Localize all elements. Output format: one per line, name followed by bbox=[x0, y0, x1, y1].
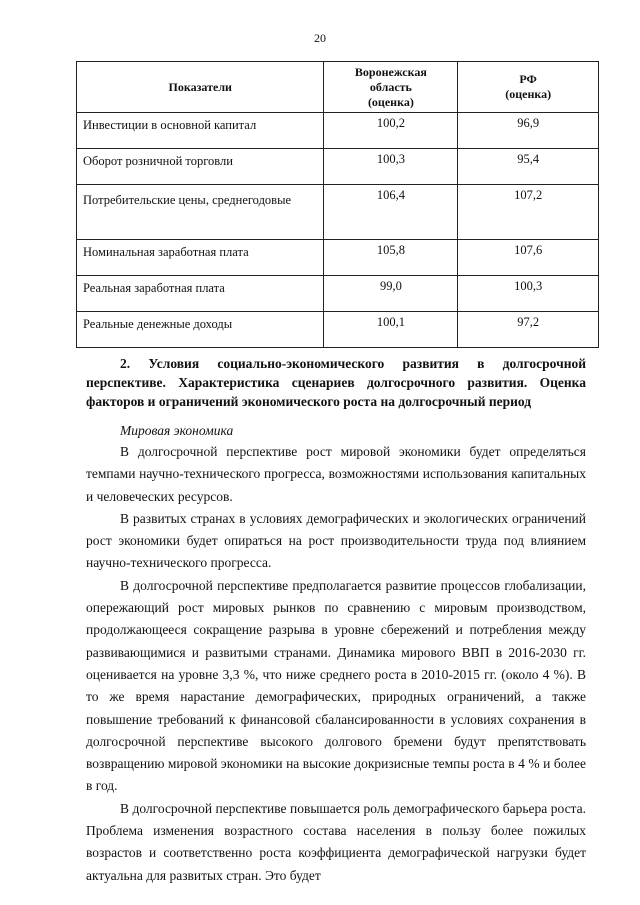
row-voronezh-value: 100,2 bbox=[324, 113, 458, 149]
row-rf-value: 107,2 bbox=[458, 185, 599, 240]
header-voronezh bbox=[324, 62, 458, 113]
header-voronezh-line: область bbox=[369, 79, 412, 94]
row-rf-value: 107,6 bbox=[458, 240, 599, 276]
header-rf-line: РФ bbox=[519, 72, 537, 86]
table-row bbox=[77, 240, 599, 276]
section-heading-rest: перспективе. Характеристика сценариев долгосрочного развития. Оценка факторов и ограничений экономического роста на долгосрочный период bbox=[86, 375, 586, 409]
body-text bbox=[86, 441, 586, 887]
row-voronezh-value: 99,0 bbox=[324, 276, 458, 312]
row-voronezh-value: 105,8 bbox=[324, 240, 458, 276]
row-name: Реальные денежные доходы bbox=[77, 312, 324, 348]
table-row bbox=[77, 149, 599, 185]
row-name: Потребительские цены, среднегодовые bbox=[77, 185, 324, 240]
row-voronezh-value: 100,3 bbox=[324, 149, 458, 185]
table-row bbox=[77, 312, 599, 348]
paragraph: В долгосрочной перспективе предполагается развитие процессов глобализации, опережающий рост мировых рынков по сравнению с мировым производством, продолжающееся сокращение разрыва в уровне сбережений и потребления между развивающимися и развитыми странами. Динамика мирового ВВП в 2016-2030 гг. оценивается на уровне 3,3 %, что ниже среднего роста в 2010-2015 гг. (около 4 %). В то же время нарастание демографических, природных ограничений, а также повышение требований к финансовой сбалансированности в условиях сохранения в долгосрочной перспективе высокого долгового бремени будут препятствовать возвращению мировой экономики на высокие докризисные темпы роста в 4 % и более в год. bbox=[86, 577, 586, 794]
row-name: Оборот розничной торговли bbox=[77, 149, 324, 185]
subheading-world-economy: Мировая экономика bbox=[120, 423, 234, 438]
header-voronezh-line: Воронежская bbox=[354, 64, 427, 79]
paragraph: В развитых странах в условиях демографических и экологических ограничений рост экономики будет опираться на рост производительности труда под влиянием научно-технического прогресса. bbox=[86, 510, 586, 571]
section-heading-line1: 2. Условия социально-экономического развития в долгосрочной bbox=[120, 356, 586, 371]
indicators-table bbox=[76, 61, 599, 348]
row-rf-value: 95,4 bbox=[458, 149, 599, 185]
table-row bbox=[77, 276, 599, 312]
paragraph: В долгосрочной перспективе повышается роль демографического барьера роста. Проблема изменения возрастного состава населения в пользу более пожилых возрастов и соответственно роста коэффициента демографической нагрузки будет актуальна для развитых стран. Это будет bbox=[86, 800, 586, 883]
table-row bbox=[77, 185, 599, 240]
table-row bbox=[77, 113, 599, 149]
row-name: Номинальная заработная плата bbox=[77, 240, 324, 276]
row-name: Реальная заработная плата bbox=[77, 276, 324, 312]
header-rf bbox=[458, 62, 599, 113]
paragraph: В долгосрочной перспективе рост мировой экономики будет определяться темпами научно-технического прогресса, возможностями использования капитальных и человеческих ресурсов. bbox=[86, 444, 586, 504]
row-rf-value: 100,3 bbox=[458, 276, 599, 312]
table-header-row bbox=[77, 62, 599, 113]
row-rf-value: 97,2 bbox=[458, 312, 599, 348]
page-number: 20 bbox=[314, 31, 326, 45]
header-rf-line: (оценка) bbox=[505, 87, 552, 101]
section-heading bbox=[86, 354, 586, 411]
row-voronezh-value: 106,4 bbox=[324, 185, 458, 240]
row-name: Инвестиции в основной капитал bbox=[77, 113, 324, 149]
row-voronezh-value: 100,1 bbox=[324, 312, 458, 348]
row-rf-value: 96,9 bbox=[458, 113, 599, 149]
header-voronezh-line: (оценка) bbox=[367, 94, 414, 109]
header-indicator: Показатели bbox=[77, 62, 324, 113]
